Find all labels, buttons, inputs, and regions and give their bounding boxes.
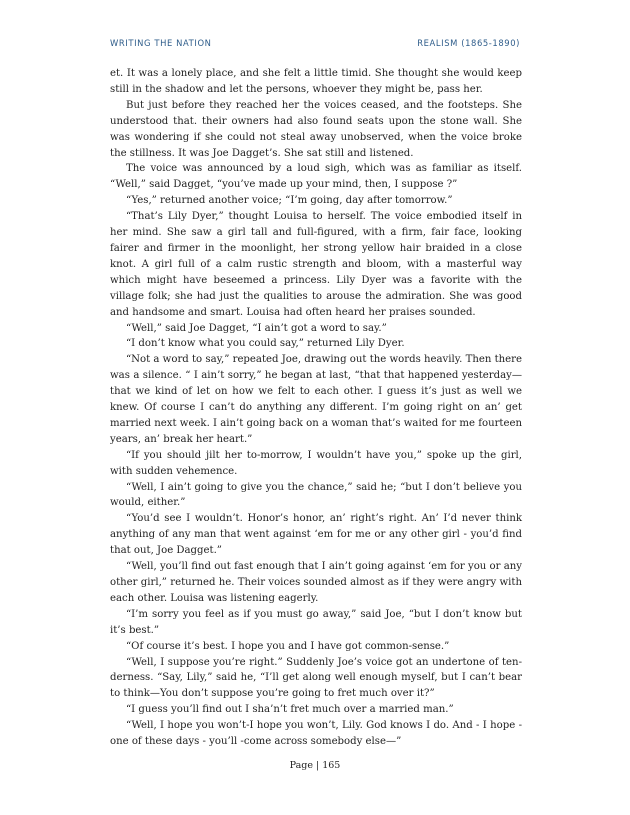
paragraph: “Well, I hope you won’t-I hope you won’t, Lily. God knows I do. And - I hope - one of these days - you’ll -come across somebody else—”: [110, 720, 522, 748]
paragraph: “I’m sorry you feel as if you must go away,” said Joe, “but I don’t know but it’s best.”: [110, 608, 522, 636]
paragraph: “I don’t know what you could say,” returned Lily Dyer.: [126, 338, 405, 350]
paragraph: “Not a word to say,” repeated Joe, drawing out the words heavily. Then there was a silence. “ I ain’t sorry,” he began at last, “that that happened yesterday—that we kind of let on how we felt to each other. I guess it’s just as well we knew. Of course I can’t do anything any different. I’m going right on an’ get married next week. I ain’t going back on a woman that’s waited for me fourteen years, an’ break her heart.”: [110, 354, 522, 445]
paragraph: “Well, I ain’t going to give you the chance,” said he; “but I don’t believe you would, either.”: [110, 481, 522, 509]
paragraph: “I guess you’ll find out I sha’n’t fret much over a married man.”: [126, 704, 454, 716]
body-text: [110, 66, 522, 750]
paragraph: “Well, you’ll find out fast enough that I ain’t going against ‘em for you or any other girl,” returned he. Their voices sounded almost as if they were angry with each other. Louisa was listening eagerly.: [110, 561, 522, 604]
paragraph: “If you should jilt her to-morrow, I wouldn’t have you,” spoke up the girl, with sudden vehemence.: [110, 449, 522, 477]
paragraph: But just before they reached her the voices ceased, and the footsteps. She understood that. their owners had also found seats upon the stone wall. She was wondering if she could not steal away unobserved, when the voice broke the stillness. It was Joe Dagget’s. She sat still and listened.: [110, 99, 522, 159]
paragraph: “Well,” said Joe Dagget, “I ain’t got a word to say.”: [126, 322, 387, 334]
paragraph: “Well, I suppose you’re right.” Suddenly Joe’s voice got an undertone of tenderness. “Say, Lily,” said he, “I’ll get along well enough myself, but I can’t bear to think—You don’t suppose you’re going to fret much over it?”: [110, 656, 522, 700]
paragraph: et. It was a lonely place, and she felt a little timid. She thought she would keep still in the shadow and let the persons, whoever they might be, pass her.: [110, 68, 522, 95]
running-header: [110, 38, 520, 52]
page-number: Page | 165: [289, 760, 341, 771]
page-footer: [0, 760, 630, 771]
paragraph: The voice was announced by a loud sigh, which was as familiar as itself. “Well,” said Dagget, “you’ve made up your mind, then, I suppose ?”: [110, 163, 522, 191]
paragraph: “That’s Lily Dyer,” thought Louisa to herself. The voice embodied itself in her mind. She saw a girl tall and full-figured, with a firm, fair face, looking fairer and firmer in the moonlight, her strong yellow hair braided in a close knot. A girl full of a calm rustic strength and bloom, with a masterful way which might have beseemed a princess. Lily Dyer was a favorite with the village folk; she had just the qualities to arouse the admiration. She was good and handsome and smart. Louisa had often heard her praises sounded.: [110, 211, 522, 318]
header-section-title: REALISM (1865-1890): [417, 38, 520, 48]
paragraph: “You’d see I wouldn’t. Honor’s honor, an’ right’s right. An’ I’d never think anything of any man that went against ‘em for me or any other girl - you’d find that out, Joe Dagget.”: [110, 513, 522, 557]
paragraph: “Of course it’s best. I hope you and I have got common-sense.”: [126, 640, 450, 652]
header-book-title: WRITING THE NATION: [110, 38, 212, 48]
paragraph: “Yes,” returned another voice; “I’m going, day after tomorrow.”: [126, 195, 453, 207]
